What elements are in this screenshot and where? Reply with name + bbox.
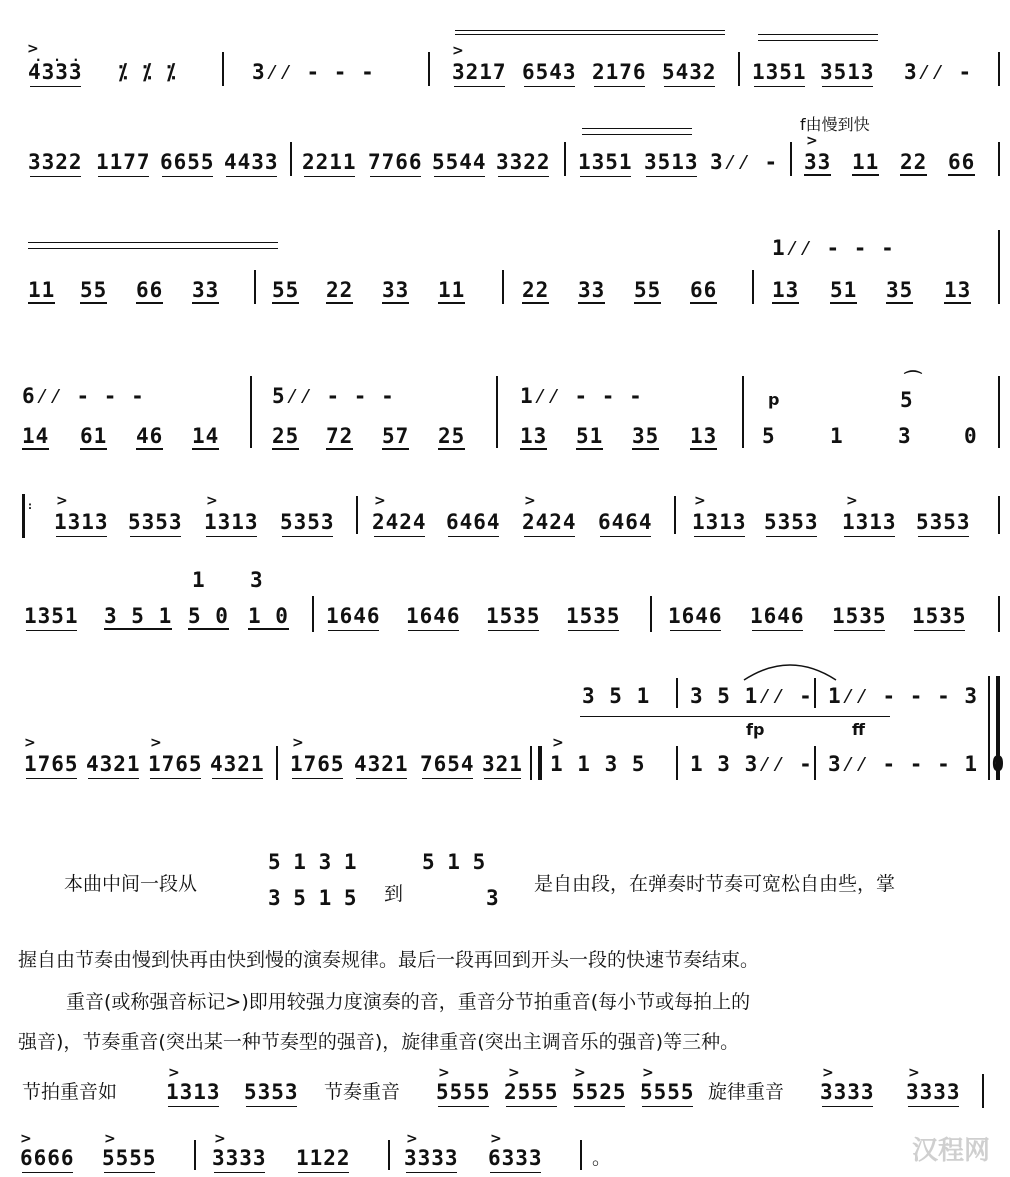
note-group: 1646 — [668, 604, 723, 628]
note-group: 5432 — [662, 60, 717, 84]
note-group: 2176 — [592, 60, 647, 84]
note-group: 33 — [804, 150, 832, 174]
accent-mark: > — [27, 41, 39, 57]
accent-mark: > — [206, 493, 218, 509]
text-span: 。 — [592, 1147, 612, 1169]
dynamic-marking: ff — [852, 720, 865, 739]
note-group: 14 — [22, 424, 50, 448]
note-group: 3217 — [452, 60, 507, 84]
note-group: 1765 — [24, 752, 79, 776]
note-group: 3333 — [820, 1080, 875, 1104]
accent-mark: > — [846, 493, 858, 509]
accent-mark: > — [292, 735, 304, 751]
barline — [312, 596, 314, 632]
note-group: 13 — [520, 424, 548, 448]
repeat-dots: : — [28, 501, 32, 512]
note-group: 14 — [192, 424, 220, 448]
accent-mark: > — [374, 493, 386, 509]
note-group: 6333 — [488, 1146, 543, 1170]
upper-note: 1 — [192, 568, 206, 592]
text-span: 本曲中间一段从 — [64, 873, 198, 895]
note-group: 5353 — [764, 510, 819, 534]
note-group: 7654 — [420, 752, 475, 776]
sustained-note: 3⁄⁄ - — [904, 60, 973, 84]
note-group: 33 — [382, 278, 410, 302]
note-group: 2424 — [372, 510, 427, 534]
note-group: 35 — [632, 424, 660, 448]
note-group: 5 0 — [188, 604, 229, 628]
staff-line-3 — [0, 236, 1010, 312]
inline-notes: 3 5 1 5 — [268, 886, 357, 910]
note-group: 1 3 3⁄⁄ - — [690, 752, 813, 776]
paragraph-2: 握自由节奏由慢到快再由快到慢的演奏规律。最后一段再回到开头一段的快速节奏结束。 — [18, 949, 760, 971]
barline — [250, 376, 252, 448]
accent-mark: > — [806, 133, 818, 149]
note-group: 6666 — [20, 1146, 75, 1170]
note-group: 11 — [438, 278, 466, 302]
barline — [998, 230, 1000, 304]
note-group: 4433 — [224, 150, 279, 174]
barline — [254, 270, 256, 304]
barline — [388, 1140, 390, 1170]
note-group: 5353 — [244, 1080, 299, 1104]
barline — [676, 746, 678, 780]
note-group: 4321 — [86, 752, 141, 776]
note-group: 5353 — [128, 510, 183, 534]
accent-mark: > — [694, 493, 706, 509]
barline — [998, 376, 1000, 448]
crescendo-line — [758, 40, 878, 41]
barline — [674, 496, 676, 534]
note: 1 — [830, 424, 844, 448]
note-group: 3333 — [212, 1146, 267, 1170]
accent-mark: > — [822, 1065, 834, 1081]
barline — [998, 496, 1000, 534]
sustained-note: 6⁄⁄ - - - — [22, 384, 145, 408]
accent-mark: > — [24, 735, 36, 751]
staff-line-5 — [0, 494, 1010, 534]
note-group: 5353 — [916, 510, 971, 534]
accent-mark: > — [438, 1065, 450, 1081]
barline — [290, 142, 292, 176]
note-group: 3⁄⁄ - - - 1 0 — [828, 752, 1006, 776]
accent-mark: > — [168, 1065, 180, 1081]
note-group: 4321 — [210, 752, 265, 776]
note: 3 — [898, 424, 912, 448]
fermata-mark: ⌒ — [904, 370, 922, 391]
note-group: 66 — [690, 278, 718, 302]
crescendo-line — [28, 242, 278, 243]
barline — [222, 52, 224, 86]
sustained-note: 3⁄⁄ - - - — [252, 60, 375, 84]
note-group: 35 — [886, 278, 914, 302]
note-group: 2211 — [302, 150, 357, 174]
accent-mark: > — [642, 1065, 654, 1081]
note-group: 1 0 — [248, 604, 289, 628]
accent-mark: > — [490, 1131, 502, 1147]
note-group: 5353 — [280, 510, 335, 534]
note-group: 6543 — [522, 60, 577, 84]
note-group: 51 — [576, 424, 604, 448]
note-group: 13 — [690, 424, 718, 448]
barline — [738, 52, 740, 86]
barline — [428, 52, 430, 86]
note-group: 3333 — [404, 1146, 459, 1170]
note-group: 1765 — [290, 752, 345, 776]
note-group: 1351 — [24, 604, 79, 628]
crescendo-line — [758, 34, 878, 35]
note-group: 3322 — [496, 150, 551, 174]
note-group: 6464 — [446, 510, 501, 534]
barline — [496, 376, 498, 448]
tempo-marking: f由慢到快 — [800, 115, 870, 134]
final-bar — [988, 676, 1000, 780]
staff-line-1 — [0, 41, 1010, 86]
text-span: 到 — [384, 883, 404, 905]
note-group: 1313 — [204, 510, 259, 534]
note-group: 55 — [634, 278, 662, 302]
accent-mark: > — [908, 1065, 920, 1081]
note: 0 — [964, 424, 978, 448]
note-group: 55 — [272, 278, 300, 302]
note-group: 5544 — [432, 150, 487, 174]
crescendo-line — [455, 34, 725, 35]
accent-mark: > — [508, 1065, 520, 1081]
accent-mark: > — [150, 735, 162, 751]
note-group: 1646 — [750, 604, 805, 628]
barline — [752, 270, 754, 304]
note-group: 22 — [326, 278, 354, 302]
note-group: 46 — [136, 424, 164, 448]
note-group: 1313 — [692, 510, 747, 534]
accent-mark: > — [20, 1131, 32, 1147]
note-group: 3322 — [28, 150, 83, 174]
divider-line — [580, 716, 890, 717]
note-group: 61 — [80, 424, 108, 448]
repeat-marks: ⁒ ⁒ ⁒ — [118, 60, 177, 84]
note-group: 66 — [136, 278, 164, 302]
note-group: 1313 — [166, 1080, 221, 1104]
text-span: 节奏重音 — [324, 1081, 401, 1103]
staff-line-7 — [0, 684, 1010, 776]
crescendo-line — [28, 248, 278, 249]
paragraph-4: 强音)，节奏重音(突出某一种节奏型的强音)，旋律重音(突出主调音乐的强音)等三种。 — [18, 1031, 740, 1053]
accent-mark: > — [214, 1131, 226, 1147]
barline — [790, 142, 792, 176]
upper-note-group: 3 5 1 — [582, 684, 651, 708]
inline-notes: 3 — [486, 886, 499, 910]
staff-line-6 — [0, 568, 1010, 628]
note-group: 13 — [772, 278, 800, 302]
note-group: 4333 — [28, 60, 83, 84]
note-group: 13 — [944, 278, 972, 302]
crescendo-line — [582, 134, 692, 135]
note-group: 72 — [326, 424, 354, 448]
note-group: 55 — [80, 278, 108, 302]
note-group: 1351 — [752, 60, 807, 84]
watermark-logo: 汉程网 — [911, 1136, 990, 1166]
crescendo-line — [582, 128, 692, 129]
note-group: 25 — [438, 424, 466, 448]
accent-mark: > — [524, 493, 536, 509]
barline — [982, 1074, 984, 1108]
note-group: 6464 — [598, 510, 653, 534]
note-group: 2555 — [504, 1080, 559, 1104]
note-group: 1313 — [842, 510, 897, 534]
note-group: 33 — [578, 278, 606, 302]
sustained-note: 1⁄⁄ - - - — [772, 236, 895, 260]
note-group: 5555 — [102, 1146, 157, 1170]
note-group: 321 — [482, 752, 523, 776]
barline — [998, 142, 1000, 176]
note-group: 11 — [852, 150, 880, 174]
sustained-note: 3⁄⁄ - — [710, 150, 779, 174]
note-group: 5555 — [640, 1080, 695, 1104]
barline — [742, 376, 744, 448]
inline-notes: 5 1 5 — [422, 850, 486, 874]
upper-note-group: 3 5 1⁄⁄ - — [690, 684, 813, 708]
note-group: 1646 — [326, 604, 381, 628]
accent-mark: > — [406, 1131, 418, 1147]
barline — [564, 142, 566, 176]
note-group: 2424 — [522, 510, 577, 534]
accent-mark: > — [552, 735, 564, 751]
sustained-note: 5⁄⁄ - - - — [272, 384, 395, 408]
note-group: 3513 — [820, 60, 875, 84]
barline — [502, 270, 504, 304]
barline — [676, 678, 678, 708]
sustained-note: 1⁄⁄ - - - — [520, 384, 643, 408]
upper-note-group: 1⁄⁄ - - - 3 — [828, 684, 978, 708]
note-group: 1177 — [96, 150, 151, 174]
note-group: 3513 — [644, 150, 699, 174]
note-group: 1 1 3 5 — [550, 752, 646, 776]
staff-line-2 — [0, 115, 1010, 178]
barline — [998, 52, 1000, 86]
barline — [194, 1140, 196, 1170]
note-group: 57 — [382, 424, 410, 448]
accent-mark: > — [56, 493, 68, 509]
barline — [356, 496, 358, 534]
accent-mark: > — [574, 1065, 586, 1081]
note-group: 51 — [830, 278, 858, 302]
barline — [998, 596, 1000, 632]
note-group: 5525 — [572, 1080, 627, 1104]
paragraph-3: 重音(或称强音标记>)即用较强力度演奏的音，重音分节拍重音(每小节或每拍上的 — [66, 991, 751, 1013]
note-group: 33 — [192, 278, 220, 302]
dynamic-marking: p — [768, 390, 780, 409]
note-group: 1122 — [296, 1146, 351, 1170]
dynamic-marking: fp — [746, 720, 765, 739]
note-group: 1765 — [148, 752, 203, 776]
repeat-start-bar — [22, 494, 25, 538]
barline — [580, 1140, 582, 1170]
accent-mark: > — [452, 43, 464, 59]
staff-line-4 — [0, 370, 1010, 448]
note-group: 22 — [900, 150, 928, 174]
note-group: 4321 — [354, 752, 409, 776]
note-group: 1535 — [486, 604, 541, 628]
note-group: 1351 — [578, 150, 633, 174]
note-group: 1646 — [406, 604, 461, 628]
note-group: 1535 — [566, 604, 621, 628]
note-group: 25 — [272, 424, 300, 448]
barline — [814, 678, 816, 708]
barline — [814, 746, 816, 780]
text-span: 节拍重音如 — [22, 1081, 118, 1103]
note: 5 — [762, 424, 776, 448]
slur-mark — [740, 656, 840, 684]
note-group: 1535 — [832, 604, 887, 628]
accent-mark: > — [104, 1131, 116, 1147]
upper-note: 5 — [900, 388, 914, 412]
inline-notes: 5 1 3 1 — [268, 850, 357, 874]
octave-dots: . . . — [36, 50, 84, 64]
note-group: 5555 — [436, 1080, 491, 1104]
barline — [276, 746, 278, 780]
barline — [650, 596, 652, 632]
note-group: 7766 — [368, 150, 423, 174]
note-group: 6655 — [160, 150, 215, 174]
note-group: 66 — [948, 150, 976, 174]
note-group: 22 — [522, 278, 550, 302]
note-group: 11 — [28, 278, 56, 302]
text-span: 旋律重音 — [708, 1081, 785, 1103]
text-span: 是自由段，在弹奏时节奏可宽松自由些，掌 — [534, 873, 896, 895]
upper-note: 3 — [250, 568, 264, 592]
repeat-end-bar — [530, 746, 542, 780]
note-group: 3333 — [906, 1080, 961, 1104]
crescendo-line — [455, 30, 725, 31]
note-group: 3 5 1 — [104, 604, 173, 628]
note-group: 1535 — [912, 604, 967, 628]
note-group: 1313 — [54, 510, 109, 534]
